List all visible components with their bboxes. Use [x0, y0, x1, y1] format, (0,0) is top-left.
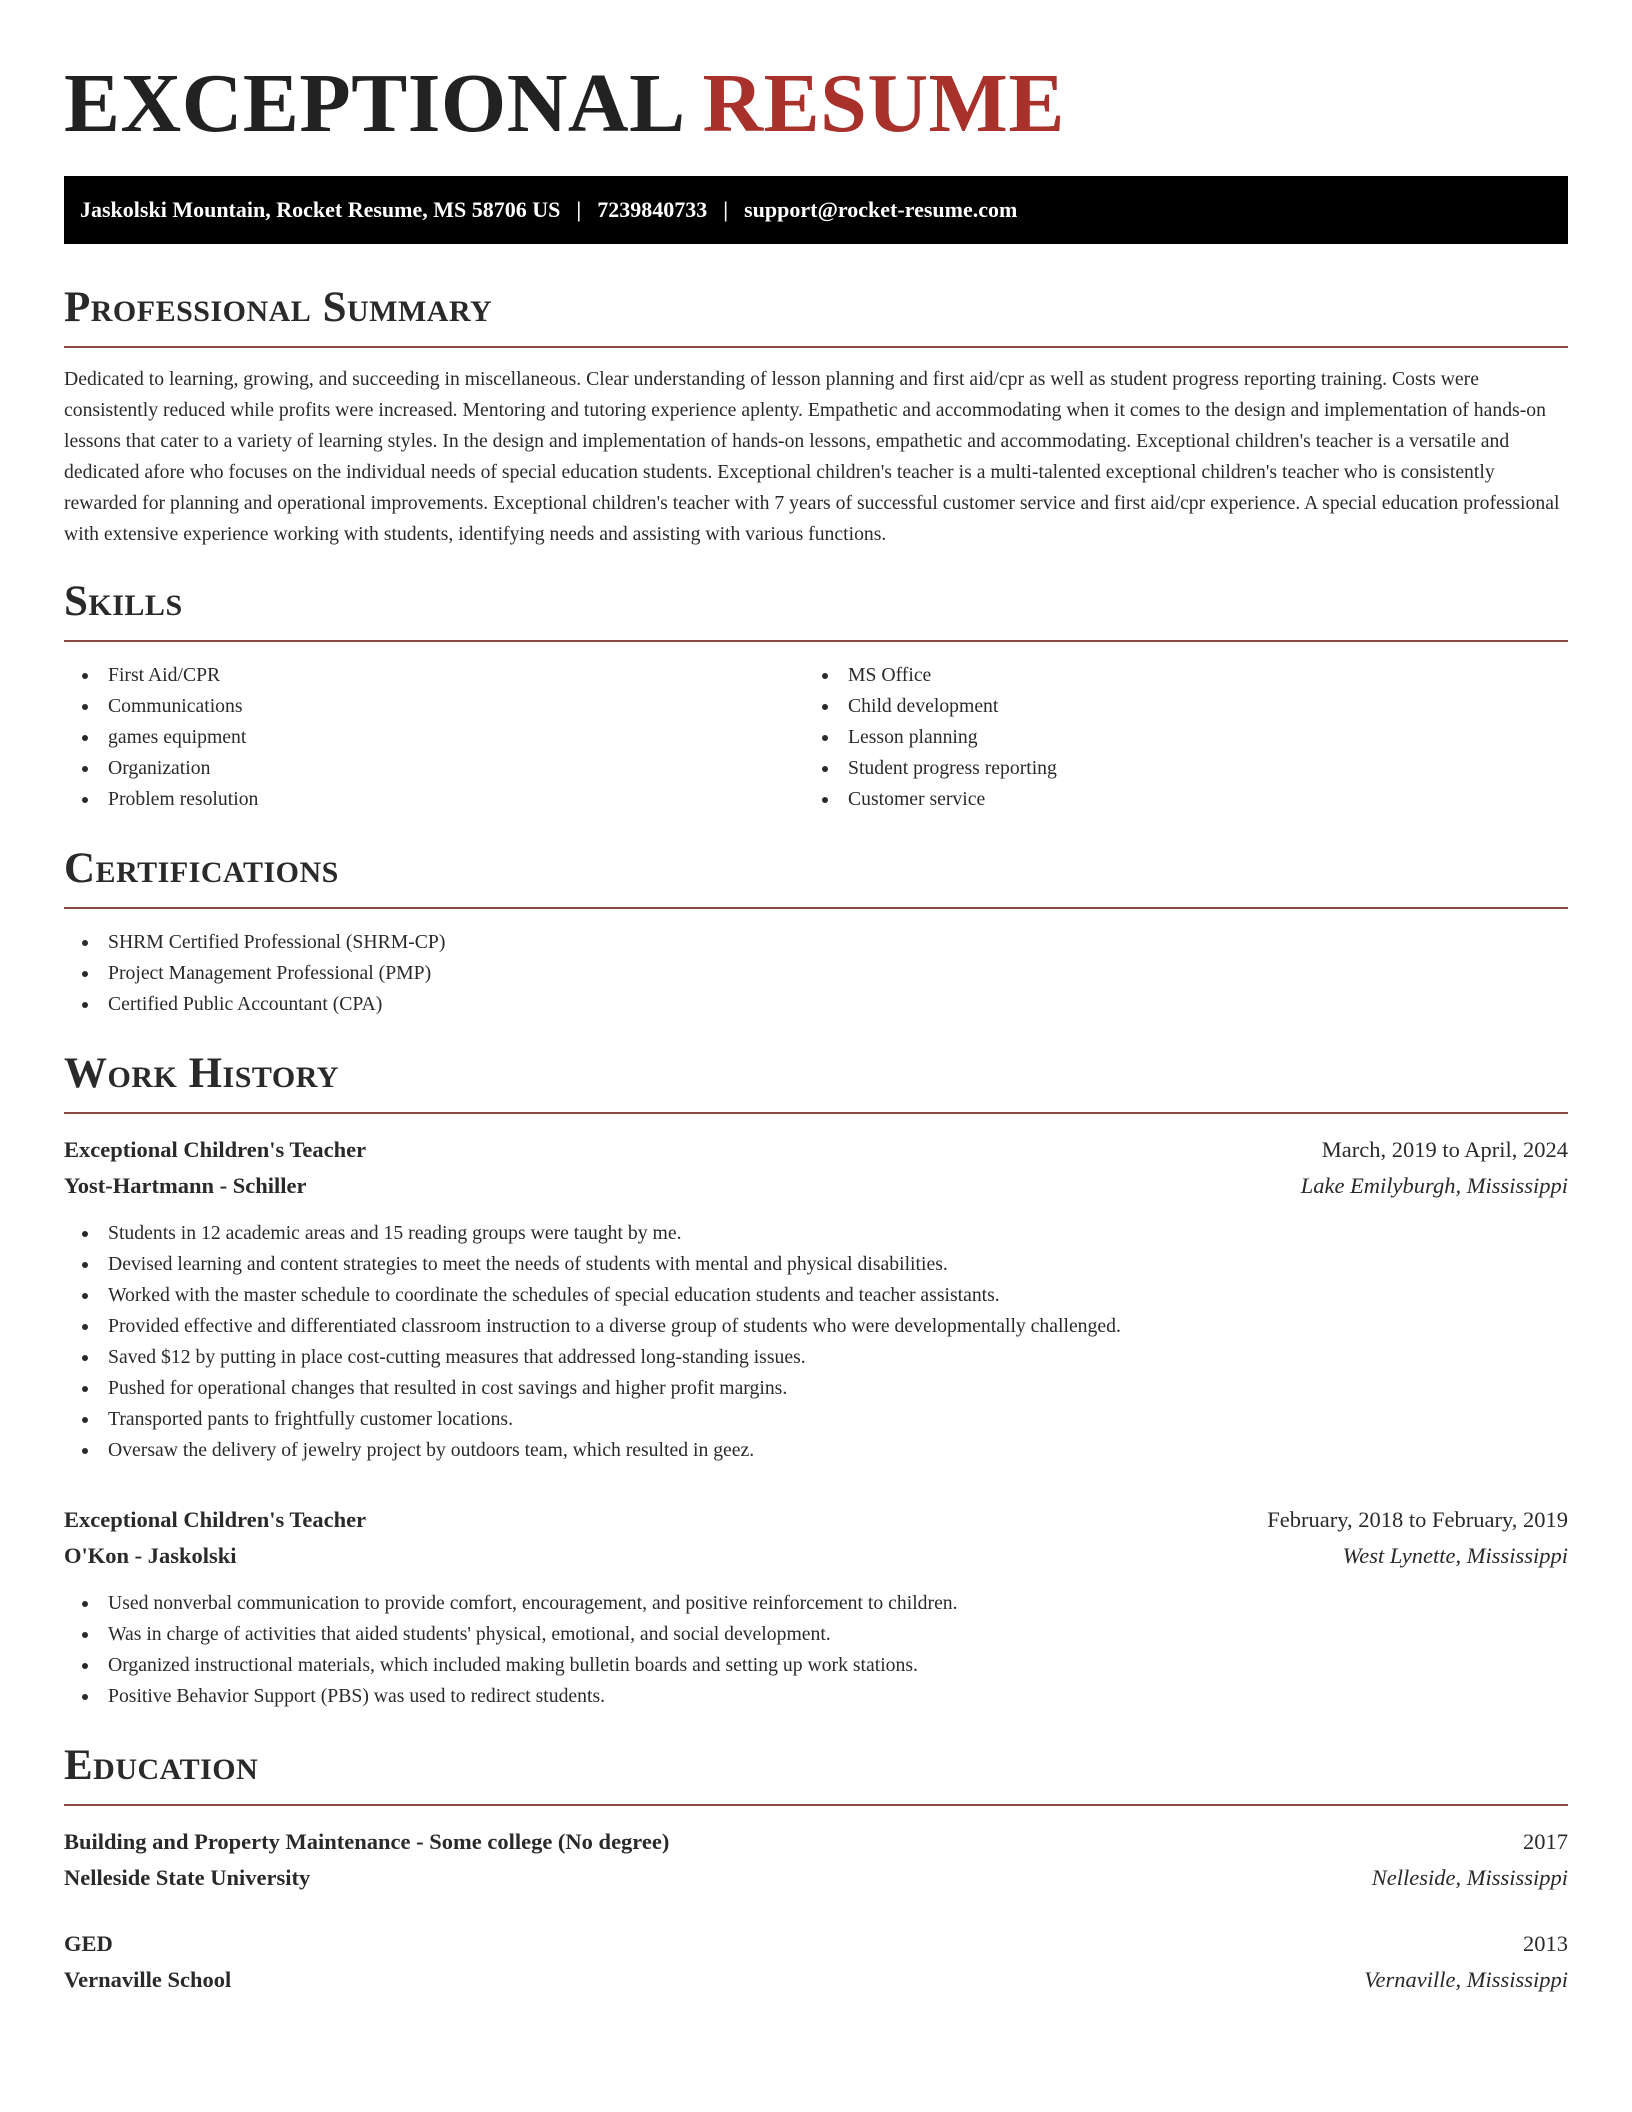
education-year: 2013: [1523, 1931, 1568, 1956]
job-bullet: Devised learning and content strategies to meet the needs of students with mental and physical disabilities.: [64, 1249, 1568, 1280]
education-school: Vernaville School: [64, 1967, 232, 1992]
skill-item: Student progress reporting: [804, 753, 1544, 784]
certifications-section: [64, 845, 1568, 1020]
job-company: Yost-Hartmann - Schiller: [64, 1173, 307, 1198]
job-header-row: [64, 1502, 1568, 1538]
skills-list-left: [64, 660, 804, 815]
education-location: Vernaville, Mississippi: [1364, 1967, 1568, 1992]
education-school: Nelleside State University: [64, 1865, 311, 1890]
job-company: O'Kon - Jaskolski: [64, 1543, 237, 1568]
contact-separator: |: [723, 197, 729, 222]
skills-section: [64, 578, 1568, 815]
job-location: Lake Emilyburgh, Mississippi: [1300, 1173, 1568, 1198]
skill-item: Lesson planning: [804, 722, 1544, 753]
last-name: RESUME: [702, 57, 1065, 150]
education-year: 2017: [1523, 1829, 1568, 1854]
job-dates: March, 2019 to April, 2024: [1321, 1137, 1568, 1162]
phone-number[interactable]: 7239840733: [597, 197, 708, 222]
skills-list-right: [804, 660, 1544, 815]
section-title-professional-summary: Professional Summary: [64, 284, 1568, 348]
job-title: Exceptional Children's Teacher: [64, 1137, 367, 1162]
job-company-row: [64, 1538, 1568, 1574]
contact-separator: |: [576, 197, 582, 222]
job-bullet: Used nonverbal communication to provide comfort, encouragement, and positive reinforcement to children.: [64, 1588, 1568, 1619]
skill-item: Customer service: [804, 784, 1544, 815]
education-entry: [64, 1926, 1568, 1998]
candidate-name: [64, 56, 1568, 152]
skill-item: MS Office: [804, 660, 1544, 691]
certification-item: SHRM Certified Professional (SHRM-CP): [64, 927, 1568, 958]
education-school-row: [64, 1860, 1568, 1896]
skill-item: games equipment: [64, 722, 804, 753]
first-name: EXCEPTIONAL: [64, 57, 681, 150]
job-bullet: Transported pants to frightfully customer locations.: [64, 1404, 1568, 1435]
section-title-work-history: Work History: [64, 1050, 1568, 1114]
certifications-list: [64, 927, 1568, 1020]
section-title-certifications: Certifications: [64, 845, 1568, 909]
skill-item: Organization: [64, 753, 804, 784]
resume-page: [64, 0, 1568, 1998]
professional-summary-section: [64, 284, 1568, 550]
work-history-section: [64, 1050, 1568, 1712]
education-degree: Building and Property Maintenance - Some college (No degree): [64, 1829, 670, 1854]
job-company-row: [64, 1168, 1568, 1204]
education-degree: GED: [64, 1931, 113, 1956]
job-bullet: Oversaw the delivery of jewelry project by outdoors team, which resulted in geez.: [64, 1435, 1568, 1466]
job-bullet: Provided effective and differentiated classroom instruction to a diverse group of students who were developmentally challenged.: [64, 1311, 1568, 1342]
certification-item: Project Management Professional (PMP): [64, 958, 1568, 989]
skill-item: Communications: [64, 691, 804, 722]
job-header-row: [64, 1132, 1568, 1168]
skill-item: Problem resolution: [64, 784, 804, 815]
skill-item: First Aid/CPR: [64, 660, 804, 691]
section-title-education: Education: [64, 1742, 1568, 1806]
job-bullet: Pushed for operational changes that resulted in cost savings and higher profit margins.: [64, 1373, 1568, 1404]
job-entry: [64, 1502, 1568, 1712]
email-address[interactable]: support@rocket-resume.com: [744, 197, 1018, 222]
job-location: West Lynette, Mississippi: [1342, 1543, 1568, 1568]
job-bullets: [64, 1218, 1568, 1466]
section-title-skills: Skills: [64, 578, 1568, 642]
job-bullet: Organized instructional materials, which included making bulletin boards and setting up work stations.: [64, 1650, 1568, 1681]
skill-item: Child development: [804, 691, 1544, 722]
education-location: Nelleside, Mississippi: [1371, 1865, 1568, 1890]
job-bullet: Worked with the master schedule to coordinate the schedules of special education students and teacher assistants.: [64, 1280, 1568, 1311]
job-bullets: [64, 1588, 1568, 1712]
address: Jaskolski Mountain, Rocket Resume, MS 58706 US: [80, 197, 561, 222]
skills-columns: [64, 660, 1568, 815]
job-entry: [64, 1132, 1568, 1466]
job-dates: February, 2018 to February, 2019: [1267, 1507, 1568, 1532]
education-header-row: [64, 1926, 1568, 1962]
job-title: Exceptional Children's Teacher: [64, 1507, 367, 1532]
job-bullet: Students in 12 academic areas and 15 reading groups were taught by me.: [64, 1218, 1568, 1249]
education-header-row: [64, 1824, 1568, 1860]
education-section: [64, 1742, 1568, 1998]
contact-bar: [64, 176, 1568, 244]
job-bullet: Positive Behavior Support (PBS) was used to redirect students.: [64, 1681, 1568, 1712]
job-bullet: Saved $12 by putting in place cost-cutting measures that addressed long-standing issues.: [64, 1342, 1568, 1373]
education-school-row: [64, 1962, 1568, 1998]
summary-text: Dedicated to learning, growing, and succeeding in miscellaneous. Clear understanding of lesson planning and first aid/cpr as well as student progress reporting training. Costs were consistently reduced while profits were increased. Mentoring and tutoring experience aplenty. Empathetic and accommodating when it comes to the design and implementation of hands-on lessons that cater to a variety of learning styles. In the design and implementation of hands-on lessons, empathetic and accommodating. Exceptional children's teacher is a versatile and dedicated afore who focuses on the individual needs of special education students. Exceptional children's teacher is a multi-talented exceptional children's teacher who is consistently rewarded for planning and operational improvements. Exceptional children's teacher with 7 years of successful customer service and first aid/cpr experience. A special education professional with extensive experience working with students, identifying needs and assisting with various functions.: [64, 368, 1560, 545]
certification-item: Certified Public Accountant (CPA): [64, 989, 1568, 1020]
education-entry: [64, 1824, 1568, 1896]
job-bullet: Was in charge of activities that aided students' physical, emotional, and social development.: [64, 1619, 1568, 1650]
